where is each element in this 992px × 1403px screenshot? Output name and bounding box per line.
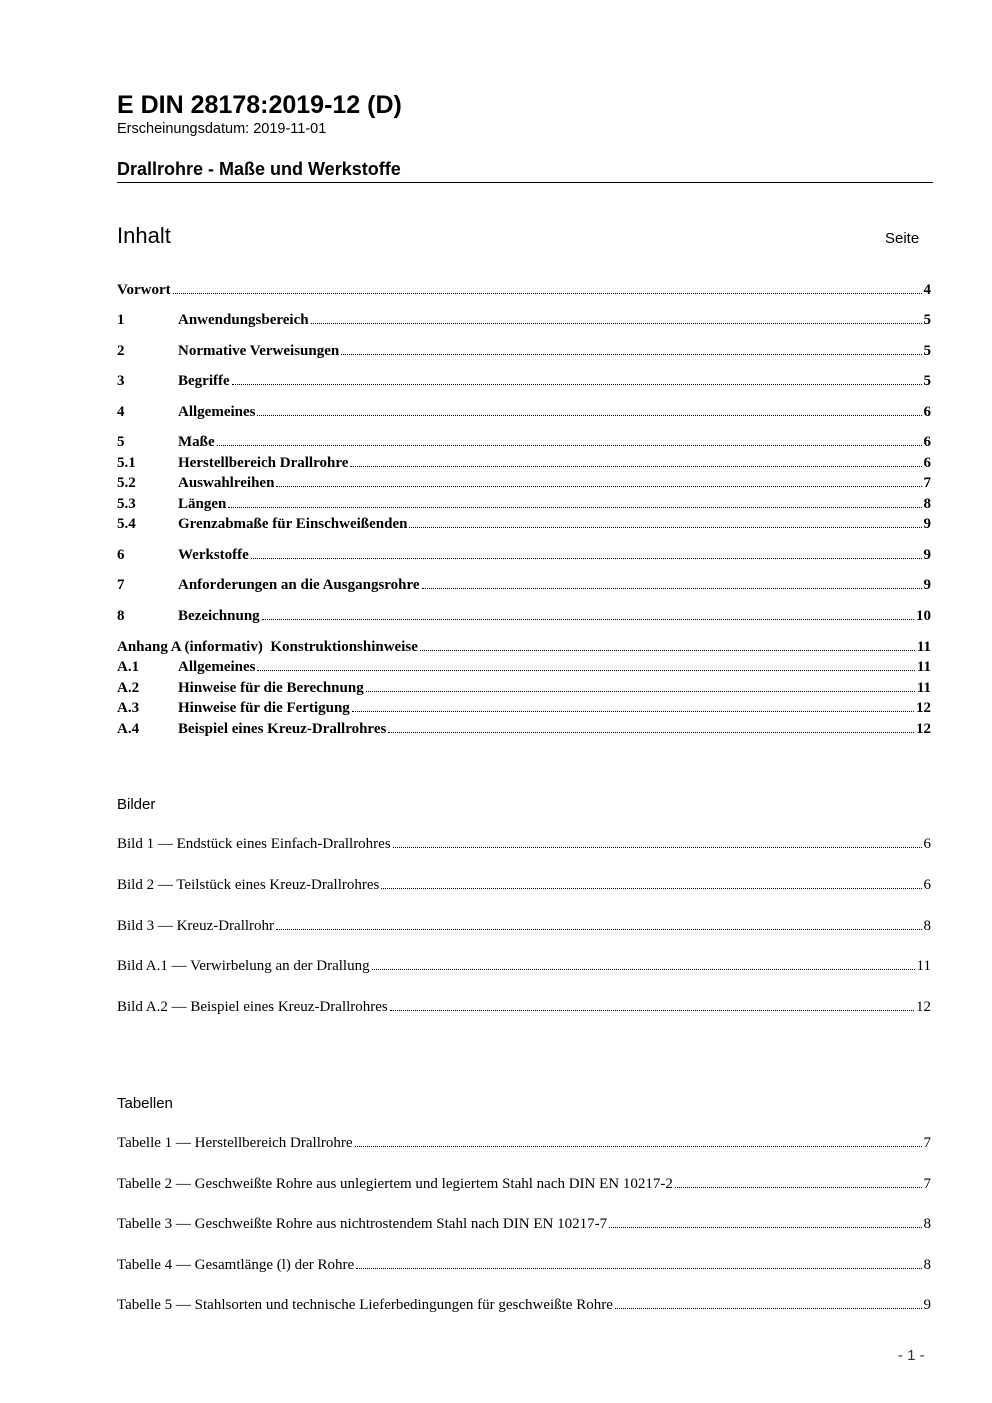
toc-entry-page: 9 bbox=[923, 547, 931, 563]
toc-entry-text: Anhang A (informativ) Konstruktionshinweise bbox=[117, 639, 418, 655]
toc-entry-text: Begriffe bbox=[178, 373, 230, 389]
dot-leader bbox=[173, 289, 922, 294]
toc-entry-page: 5 bbox=[923, 343, 931, 359]
table-entry-text: Tabelle 3 — Geschweißte Rohre aus nichtrostendem Stahl nach DIN EN 10217-7 bbox=[117, 1216, 608, 1232]
toc-entry-6[interactable] bbox=[117, 545, 931, 565]
table-entry-page: 7 bbox=[923, 1176, 931, 1192]
toc-entry-text: Normative Verweisungen bbox=[178, 343, 340, 359]
toc-entry-text: Anwendungsbereich bbox=[178, 312, 309, 328]
figure-entry-2[interactable] bbox=[117, 875, 931, 895]
table-entry-page: 8 bbox=[923, 1216, 931, 1232]
toc-entry-7[interactable] bbox=[117, 575, 931, 595]
table-entry-text: Tabelle 2 — Geschweißte Rohre aus unlegiertem und legiertem Stahl nach DIN EN 10217-2 bbox=[117, 1176, 673, 1192]
dot-leader bbox=[422, 584, 922, 589]
toc-entry-text: Maße bbox=[178, 434, 215, 450]
toc-entry-page: 8 bbox=[923, 496, 931, 512]
toc-entry-number: A.3 bbox=[117, 700, 140, 716]
table-entry-page: 7 bbox=[923, 1135, 931, 1151]
page-number: - 1 - bbox=[898, 1347, 925, 1364]
table-entry-4[interactable] bbox=[117, 1255, 931, 1275]
toc-entry-5-4[interactable] bbox=[117, 514, 931, 534]
toc-heading: Inhalt bbox=[117, 223, 171, 248]
document-title: Drallrohre - Maße und Werkstoffe bbox=[117, 159, 401, 179]
toc-entry-page: 6 bbox=[923, 404, 931, 420]
toc-entry-number: 8 bbox=[117, 608, 125, 624]
dot-leader bbox=[276, 482, 921, 487]
toc-entry-5[interactable] bbox=[117, 432, 931, 452]
table-entry-1[interactable] bbox=[117, 1133, 931, 1153]
toc-entry-page: 9 bbox=[923, 516, 931, 532]
toc-entry-text: Werkstoffe bbox=[178, 547, 249, 563]
dot-leader bbox=[257, 411, 921, 416]
toc-entry-text: Anforderungen an die Ausgangsrohre bbox=[178, 577, 420, 593]
dot-leader bbox=[276, 926, 921, 930]
toc-entry-text: Herstellbereich Drallrohre bbox=[178, 455, 349, 471]
toc-entry-page: 9 bbox=[923, 577, 931, 593]
toc-entry-a-1[interactable] bbox=[117, 657, 931, 677]
toc-entry-number: 3 bbox=[117, 373, 125, 389]
toc-page-column-label: Seite bbox=[885, 230, 920, 247]
dot-leader bbox=[366, 687, 915, 692]
toc-entry-page: 12 bbox=[916, 700, 931, 716]
table-entry-page: 9 bbox=[923, 1297, 931, 1313]
toc-entry-page: 11 bbox=[916, 639, 931, 655]
toc-entry-number: 6 bbox=[117, 547, 125, 563]
toc-entry-text: Längen bbox=[178, 496, 227, 512]
figure-entry-page: 6 bbox=[923, 877, 931, 893]
figure-entry-a1[interactable] bbox=[117, 956, 931, 976]
dot-leader bbox=[615, 1305, 922, 1309]
toc-entry-a-3[interactable] bbox=[117, 698, 931, 718]
figure-entry-text: Bild A.2 — Beispiel eines Kreuz-Drallrohres bbox=[117, 999, 388, 1015]
toc-entry-number: 5.4 bbox=[117, 516, 136, 532]
toc-entry-text: Hinweise für die Berechnung bbox=[178, 680, 364, 696]
toc-entry-page: 5 bbox=[923, 312, 931, 328]
toc-entry-page: 4 bbox=[923, 282, 931, 298]
figure-entry-text: Bild 2 — Teilstück eines Kreuz-Drallrohres bbox=[117, 877, 380, 893]
dot-leader bbox=[390, 1007, 914, 1011]
table-entry-2[interactable] bbox=[117, 1174, 931, 1194]
dot-leader bbox=[341, 350, 921, 355]
toc-entry-5-1[interactable] bbox=[117, 453, 931, 473]
toc-entry-number: 2 bbox=[117, 343, 125, 359]
toc-entry-number: A.2 bbox=[117, 680, 140, 696]
table-entry-5[interactable] bbox=[117, 1295, 931, 1315]
toc-entry-vorwort[interactable] bbox=[117, 280, 931, 300]
publication-date: Erscheinungsdatum: 2019-11-01 bbox=[117, 121, 327, 137]
toc-entry-page: 12 bbox=[916, 721, 931, 737]
table-entry-text: Tabelle 5 — Stahlsorten und technische Lieferbedingungen für geschweißte Rohre bbox=[117, 1297, 613, 1313]
dot-leader bbox=[251, 554, 922, 559]
figure-entry-page: 12 bbox=[916, 999, 931, 1015]
toc-entry-page: 7 bbox=[923, 475, 931, 491]
figure-entry-text: Bild 1 — Endstück eines Einfach-Drallrohres bbox=[117, 836, 391, 852]
toc-entry-text: Bezeichnung bbox=[178, 608, 260, 624]
toc-entry-text: Allgemeines bbox=[178, 659, 256, 675]
toc-entry-8[interactable] bbox=[117, 606, 931, 626]
toc-entry-text: Beispiel eines Kreuz-Drallrohres bbox=[178, 721, 387, 737]
toc-entry-a-2[interactable] bbox=[117, 678, 931, 698]
toc-entry-number: 4 bbox=[117, 404, 125, 420]
toc-entry-2[interactable] bbox=[117, 341, 931, 361]
figure-entry-page: 6 bbox=[923, 836, 931, 852]
toc-entry-number: 5 bbox=[117, 434, 125, 450]
tables-heading: Tabellen bbox=[117, 1095, 173, 1112]
toc-entry-page: 6 bbox=[923, 455, 931, 471]
toc-entry-page: 11 bbox=[916, 680, 931, 696]
figure-entry-page: 8 bbox=[923, 918, 931, 934]
dot-leader bbox=[228, 503, 921, 508]
table-entry-page: 8 bbox=[923, 1257, 931, 1273]
toc-entry-text: Hinweise für die Fertigung bbox=[178, 700, 350, 716]
table-entry-text: Tabelle 1 — Herstellbereich Drallrohre bbox=[117, 1135, 353, 1151]
dot-leader bbox=[350, 462, 921, 467]
figure-entry-text: Bild A.1 — Verwirbelung an der Drallung bbox=[117, 958, 370, 974]
toc-entry-number: 5.1 bbox=[117, 455, 136, 471]
toc-entry-1[interactable] bbox=[117, 310, 931, 330]
toc-entry-5-2[interactable] bbox=[117, 473, 931, 493]
toc-entry-number: 5.3 bbox=[117, 496, 136, 512]
toc-entry-number: A.1 bbox=[117, 659, 140, 675]
figure-entry-1[interactable] bbox=[117, 834, 931, 854]
dot-leader bbox=[311, 319, 922, 324]
toc-entry-4[interactable] bbox=[117, 402, 931, 422]
dot-leader bbox=[675, 1184, 922, 1188]
toc-entry-page: 10 bbox=[916, 608, 931, 624]
toc-entry-page: 5 bbox=[923, 373, 931, 389]
dot-leader bbox=[352, 707, 914, 712]
figure-entry-3[interactable] bbox=[117, 916, 931, 936]
toc-entry-page: 6 bbox=[923, 434, 931, 450]
title-divider bbox=[117, 182, 933, 183]
toc-entry-text: Vorwort bbox=[117, 282, 171, 298]
dot-leader bbox=[356, 1265, 921, 1269]
figure-entry-text: Bild 3 — Kreuz-Drallrohr bbox=[117, 918, 275, 934]
toc-entry-text: Allgemeines bbox=[178, 404, 256, 420]
dot-leader bbox=[372, 966, 915, 970]
toc-entry-3[interactable] bbox=[117, 371, 931, 391]
toc-entry-number: 1 bbox=[117, 312, 125, 328]
dot-leader bbox=[355, 1143, 922, 1147]
dot-leader bbox=[409, 523, 921, 528]
toc-entry-5-3[interactable] bbox=[117, 494, 931, 514]
table-entry-3[interactable] bbox=[117, 1214, 931, 1234]
dot-leader bbox=[609, 1224, 921, 1228]
dot-leader bbox=[393, 844, 922, 848]
dot-leader bbox=[420, 646, 915, 651]
dot-leader bbox=[232, 380, 922, 385]
figure-entry-page: 11 bbox=[916, 958, 931, 974]
dot-leader bbox=[217, 441, 922, 446]
toc-entry-text: Auswahlreihen bbox=[178, 475, 275, 491]
figure-entry-a2[interactable] bbox=[117, 997, 931, 1017]
toc-entry-number: 7 bbox=[117, 577, 125, 593]
table-entry-text: Tabelle 4 — Gesamtlänge (l) der Rohre bbox=[117, 1257, 355, 1273]
dot-leader bbox=[381, 885, 921, 889]
document-id: E DIN 28178:2019-12 (D) bbox=[117, 91, 402, 119]
toc-entry-number: A.4 bbox=[117, 721, 140, 737]
toc-entry-anhang-a[interactable] bbox=[117, 637, 931, 657]
dot-leader bbox=[262, 615, 914, 620]
toc-entry-page: 11 bbox=[916, 659, 931, 675]
dot-leader bbox=[257, 666, 914, 671]
dot-leader bbox=[388, 728, 914, 733]
toc-entry-number: 5.2 bbox=[117, 475, 136, 491]
toc-entry-a-4[interactable] bbox=[117, 719, 931, 739]
figures-heading: Bilder bbox=[117, 796, 156, 813]
toc-entry-text: Grenzabmaße für Einschweißenden bbox=[178, 516, 408, 532]
